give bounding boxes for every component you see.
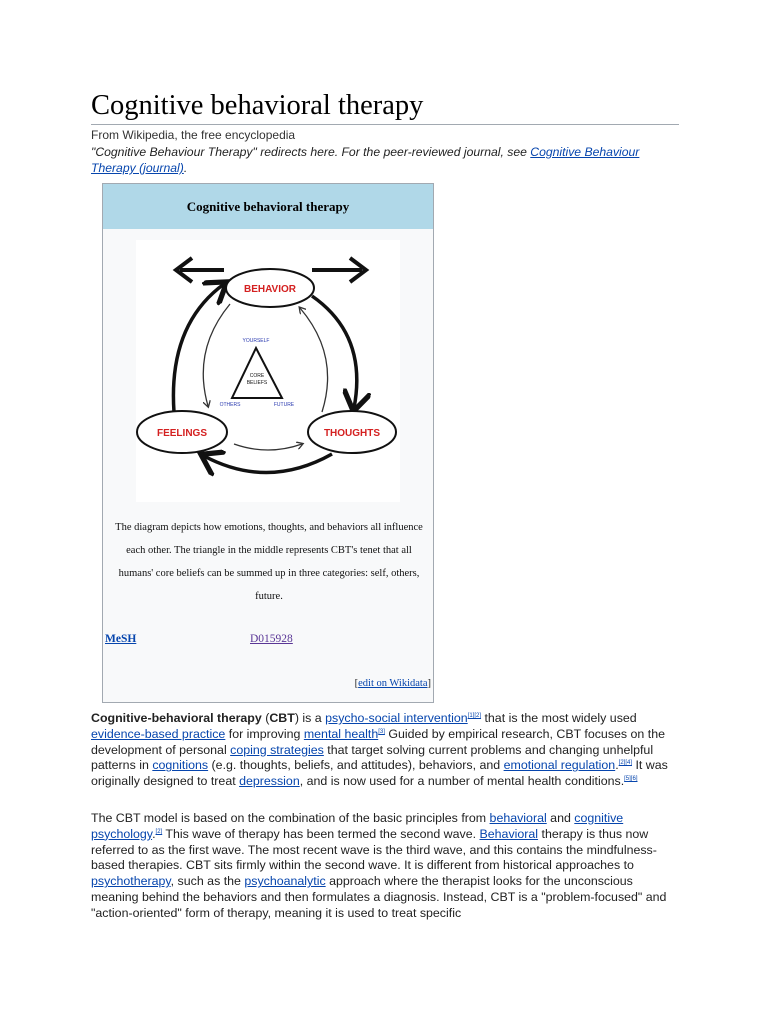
- p1-text: that target solving current problems and changing unhelpful patterns in: [91, 742, 654, 773]
- edit-bracket-close: ]: [427, 678, 431, 689]
- yourself-label: YOURSELF: [242, 338, 270, 344]
- citation: [468, 713, 481, 719]
- thoughts-label: THOUGHTS: [323, 428, 381, 439]
- diagram-caption: The diagram depicts how emotions, thoughts, and behaviors all influence each other. The triangle in the middle represents CBT's tenet that all humans' core beliefs can be summed up in three categories: self, others, future.: [115, 522, 423, 602]
- cbt-diagram-svg: [136, 240, 400, 502]
- mesh-link[interactable]: MeSH: [105, 633, 137, 645]
- cbt-diagram: [136, 240, 400, 502]
- mesh-id: [250, 633, 293, 645]
- edit-on-wikidata: [355, 678, 431, 689]
- edit-bracket-open: [: [354, 678, 359, 689]
- others-label: OTHERS: [219, 402, 241, 408]
- link-depression[interactable]: depression: [239, 774, 300, 789]
- mesh-id-link[interactable]: D015928: [250, 633, 293, 645]
- infobox-title: Cognitive behavioral therapy: [103, 184, 433, 229]
- p1-text: It was originally designed to treat: [91, 758, 668, 789]
- p2-text: .: [152, 826, 156, 841]
- link-emotional-regulation[interactable]: emotional regulation: [503, 758, 616, 773]
- p1-text: , and is now used for a number of mental health conditions.: [299, 774, 625, 789]
- p2-text: therapy is thus now referred to as the first wave. The most recent wave is the third wave, and this contains the mindfulness-based therapies. CBT sits firmly within the second wave. It is different from historical approaches to: [91, 826, 657, 873]
- link-behavioral-therapy[interactable]: Behavioral: [479, 826, 539, 841]
- p1-text: Guided by empirical research, CBT focuses on the development of personal: [91, 726, 665, 757]
- link-psycho-social-intervention[interactable]: psycho-social intervention: [325, 711, 468, 725]
- bold-term: Cognitive-behavioral therapy: [91, 711, 262, 725]
- hatnote-text: "Cognitive Behaviour Therapy" redirects here. For the peer-reviewed journal, see: [91, 145, 531, 159]
- page-title: Cognitive behavioral therapy: [91, 88, 679, 125]
- link-cognitions[interactable]: cognitions: [152, 758, 209, 773]
- link-mental-health[interactable]: mental health: [303, 726, 379, 741]
- inner-arrow-behavior-to-feelings: [203, 304, 230, 406]
- p1-text: (e.g. thoughts, beliefs, and attitudes), behaviors, and: [208, 758, 504, 773]
- p2-text: approach where the therapist looks for the unconscious meaning behind the behaviors and then formulates a diagnosis. Instead, CBT is a "problem-focused" and "action-oriented" form of therapy, meaning it is used to treat specific: [91, 874, 667, 920]
- outer-arrow-thoughts-to-feelings: [204, 454, 332, 473]
- bold-abbrev: CBT: [269, 711, 295, 725]
- model-paragraph: [91, 811, 671, 922]
- future-label: FUTURE: [273, 402, 295, 408]
- outer-arrow-behavior-to-thoughts: [312, 296, 357, 408]
- p1-text: for improving: [225, 726, 304, 741]
- p2-text: The CBT model is based on the combination of the basic principles from: [91, 811, 490, 825]
- citation: [619, 760, 632, 766]
- feelings-label: FEELINGS: [156, 428, 208, 439]
- link-psychoanalytic[interactable]: psychoanalytic: [244, 874, 326, 889]
- citation-link[interactable]: [5][6]: [624, 776, 638, 783]
- beliefs-label: BELIEFS: [246, 380, 268, 386]
- hatnote-journal-link[interactable]: Cognitive Behaviour Therapy (journal): [91, 145, 640, 175]
- link-cognitive-psychology[interactable]: cognitive psychology: [91, 811, 624, 841]
- outer-arrow-feelings-to-behavior: [173, 284, 224, 412]
- citation-link[interactable]: [2][4]: [618, 760, 632, 767]
- p2-text: and: [546, 811, 575, 825]
- p1-text: .: [615, 758, 619, 773]
- infobox: [102, 183, 434, 703]
- hatnote: [91, 144, 651, 176]
- inner-arrow-feelings-to-thoughts: [234, 444, 302, 450]
- intro-paragraph: [91, 711, 671, 790]
- edit-on-wikidata-link[interactable]: edit on Wikidata: [358, 678, 428, 689]
- citation: [624, 776, 637, 782]
- behavior-label: BEHAVIOR: [243, 284, 297, 295]
- core-label: CORE: [249, 373, 265, 379]
- citation-link[interactable]: [1][2]: [467, 712, 482, 719]
- inner-arrow-thoughts-to-behavior: [300, 308, 328, 412]
- p1-text: (: [261, 711, 270, 725]
- site-tagline: From Wikipedia, the free encyclopedia: [91, 128, 296, 142]
- citation: [378, 729, 385, 735]
- link-psychotherapy[interactable]: psychotherapy: [91, 874, 171, 889]
- citation-link[interactable]: [2]: [155, 828, 163, 835]
- citation-link[interactable]: [3]: [378, 728, 385, 735]
- link-behavioral[interactable]: behavioral: [489, 811, 547, 825]
- p2-text: This wave of therapy has been termed the second wave.: [162, 826, 480, 841]
- hatnote-suffix: .: [183, 161, 188, 175]
- p1-text: that is the most widely used: [481, 711, 637, 725]
- link-coping-strategies[interactable]: coping strategies: [230, 742, 324, 757]
- p1-text: ) is a: [294, 711, 326, 725]
- p2-text: , such as the: [170, 874, 245, 889]
- link-evidence-based-practice[interactable]: evidence-based practice: [91, 726, 226, 741]
